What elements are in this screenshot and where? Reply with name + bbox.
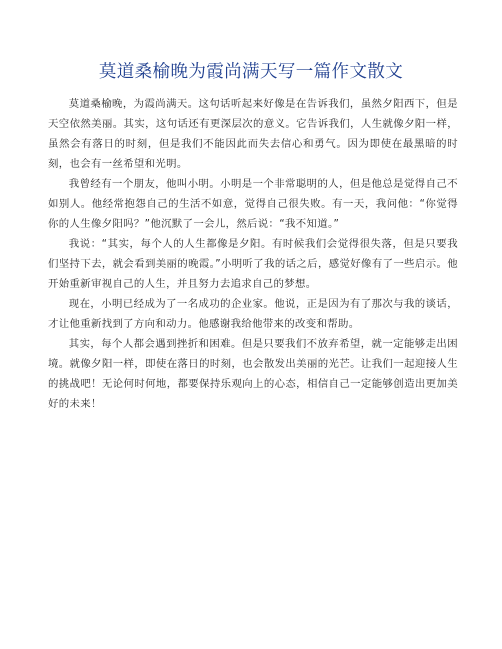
paragraph: 其实，每个人都会遇到挫折和困难。但是只要我们不放弃希望，就一定能够走出困境。就像夕阳一样，即使在落日的时刻，也会散发出美丽的光芒。让我们一起迎接人生的挑战吧！无论何时何地，都要保持乐观向上的心态，相信自己一定能够创造出更加美好的未来！: [48, 338, 458, 410]
document-title: 莫道桑榆晚为霞尚满天写一篇作文散文: [98, 62, 404, 82]
paragraph: 我说：“其实，每个人的人生都像是夕阳。有时候我们会觉得很失落，但是只要我们坚持下去，就会看到美丽的晚霞。”小明听了我的话之后，感觉好像有了一些启示。他开始重新审视自己的人生，并且努力去追求自己的梦想。: [48, 238, 458, 290]
paragraph: 现在，小明已经成为了一名成功的企业家。他说，正是因为有了那次与我的谈话，才让他重新找到了方向和动力。他感谢我给他带来的改变和帮助。: [48, 298, 458, 330]
paragraph: 莫道桑榆晚，为霞尚满天。这句话听起来好像是在告诉我们，虽然夕阳西下，但是天空依然美丽。其实，这句话还有更深层次的意义。它告诉我们，人生就像夕阳一样，虽然会有落日的时刻，但是我们不能因此而失去信心和勇气。因为即使在最黑暗的时刻，也会有一丝希望和光明。: [48, 98, 458, 170]
document-body: [48, 94, 458, 414]
paragraph: 我曾经有一个朋友，他叫小明。小明是一个非常聪明的人，但是他总是觉得自己不如别人。他经常抱怨自己的生活不如意，觉得自己很失败。有一天，我问他：“你觉得你的人生像夕阳吗？”他沉默了一会儿，然后说：“我不知道。”: [48, 178, 458, 230]
